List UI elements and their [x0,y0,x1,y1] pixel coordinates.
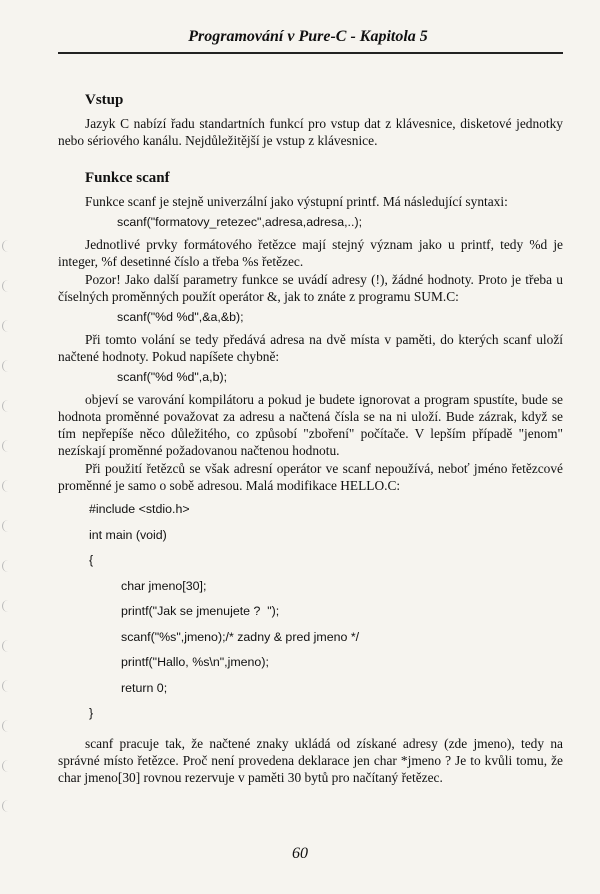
code-line: } [89,706,94,720]
code-line: char jmeno[30]; [121,578,207,593]
code-line: printf("Jak se jmenujete ? "); [121,604,280,618]
code-line: printf("Hallo, %s\n",jmeno); [121,655,269,669]
code-example-wrong: scanf("%d %d",a,b); [117,370,228,384]
paragraph: Pozor! Jako další parametry funkce se uvádí adresy (!), žádné hodnoty. Proto je třeba u číselných proměnných použít operátor &, jak to znáte z programu SUM.C: [58,272,563,304]
paragraph: Jazyk C nabízí řadu standartních funkcí pro vstup dat z klávesnice, disketové jednotky nebo sériového kanálu. Nejdůležitější je vstup z klávesnice. [58,116,563,148]
section-heading-vstup: Vstup [85,92,124,108]
page-content [58,92,563,787]
paragraph: Při použití řetězců se však adresní operátor ve scanf nepoužívá, neboť jméno řetězcové proměnné je samo o sobě adresou. Malá modifikace HELLO.C: [58,461,563,493]
code-line: scanf("%s",jmeno);/* zadny & pred jmeno */ [121,629,360,644]
program-listing [89,497,563,727]
page-number: 60 [292,845,308,862]
binding-marks [2,240,12,840]
running-header: Programování v Pure-C - Kapitola 5 [188,28,428,45]
header-rule [58,52,563,54]
code-syntax: scanf("formatovy_retezec",adresa,adresa,..); [117,215,363,229]
code-line: { [89,553,94,567]
section-heading-scanf: Funkce scanf [85,170,170,186]
code-example-correct: scanf("%d %d",&a,&b); [117,310,244,324]
paragraph: scanf pracuje tak, že načtené znaky ukládá od získané adresy (zde jmeno), tedy na správné místo řetězce. Proč není provedena deklarace jen char *jmeno ? Je to kvůli tomu, že char jmeno[30] rovnou rezervuje v paměti 30 bytů pro načítaný řetězec. [58,735,563,785]
code-line: return 0; [121,680,168,695]
paragraph: objeví se varování kompilátoru a pokud je budete ignorovat a program spustíte, bude se hodnota proměnné považovat za adresu a načtená čísla se na ni uloží. Bude zázrak, když se tím nepřepíše něco důležitého, co způsobí "zboření" počítače. V lepším případě "jenom" nezískají proměnné požadovanou načtenou hodnotu. [58,392,563,458]
code-line: int main (void) [89,527,167,542]
paragraph: Při tomto volání se tedy předává adresa na dvě místa v paměti, do kterých scanf uloží načtené hodnoty. Pokud napíšete chybně: [58,332,563,364]
paragraph: Funkce scanf je stejně univerzální jako výstupní printf. Má následující syntaxi: [85,194,508,209]
code-line: #include <stdio.h> [89,502,190,516]
paragraph: Jednotlivé prvky formátového řetězce mají stejný význam jako u printf, tedy %d je integer, %f desetinné číslo a třeba %s řetězec. [58,237,563,269]
